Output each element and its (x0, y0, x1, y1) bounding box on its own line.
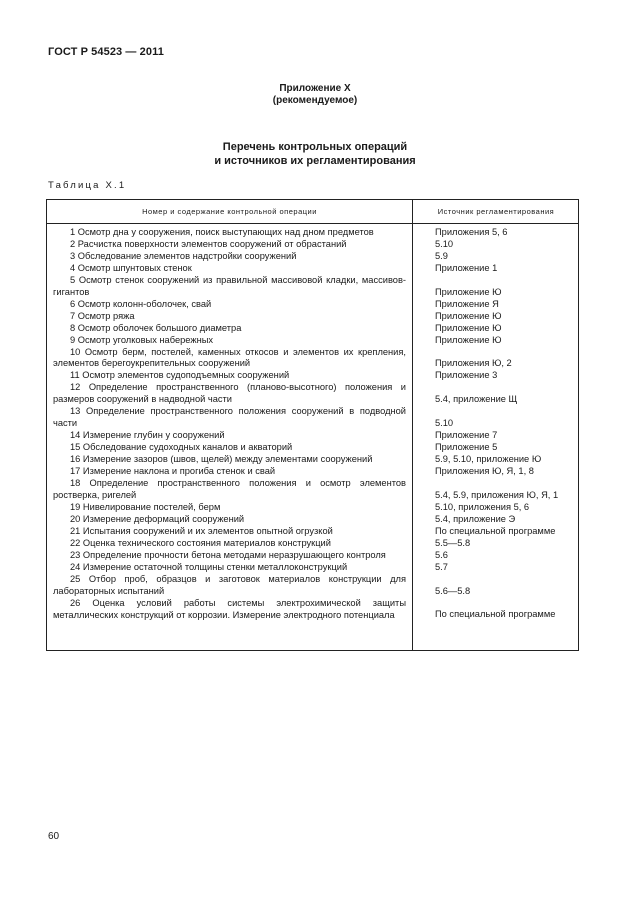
column-header-operation: Номер и содержание контрольной операции (142, 207, 317, 216)
operation-cell: 26 Оценка условий работы системы электрохимической защиты металлических конструкций от коррозии. Измерение электродного потенциала (53, 597, 406, 620)
operation-cell: 15 Обследование судоходных каналов и акваторий (70, 442, 293, 453)
table-row (53, 526, 578, 538)
operation-cell: 21 Испытания сооружений и их элементов опытной огрузкой (70, 525, 333, 536)
table-row (53, 347, 578, 371)
table-row (53, 502, 578, 514)
operation-cell: 5 Осмотр стенок сооружений из правильной массивовой кладки, массивов-гигантов (53, 274, 406, 297)
source-cell: Приложение Ю (435, 310, 502, 321)
table-row (53, 442, 578, 454)
source-cell: 5.10 (435, 418, 454, 429)
operation-cell: 9 Осмотр уголковых набережных (70, 334, 214, 345)
table-row (53, 299, 578, 311)
operation-cell: 1 Осмотр дна у сооружения, поиск выступающих над дном предметов (70, 227, 374, 237)
operation-cell: 19 Нивелирование постелей, берм (70, 501, 221, 512)
source-cell: Приложение 3 (435, 370, 498, 381)
source-cell: 5.6—5.8 (435, 585, 471, 596)
operation-cell: 24 Измерение остаточной толщины стенки металлоконструкций (70, 561, 348, 572)
source-cell: 5.7 (435, 561, 448, 572)
operation-cell: 4 Осмотр шпунтовых стенок (70, 262, 192, 273)
table-row (53, 466, 578, 478)
operation-cell: 13 Определение пространственного положения сооружений в подводной части (53, 406, 406, 429)
source-cell: Приложение Ю (435, 334, 502, 345)
appendix-subtitle: (рекомендуемое) (272, 95, 358, 106)
source-cell: Приложение 7 (435, 430, 498, 441)
operation-cell: 11 Осмотр элементов судоподъемных сооружений (70, 370, 290, 381)
column-header-source: Источник регламентирования (437, 207, 555, 216)
table-row (53, 239, 578, 251)
table-row (53, 382, 578, 406)
operation-cell: 8 Осмотр оболочек большого диаметра (70, 322, 242, 333)
source-cell: 5.4, приложение Э (435, 513, 516, 524)
header-divider (46, 223, 579, 224)
list-title-line-1: Перечень контрольных операций (222, 141, 408, 153)
table-row (53, 574, 578, 598)
table-row (53, 562, 578, 574)
operation-cell: 22 Оценка технического состояния материалов конструкций (70, 537, 331, 548)
source-cell: Приложение 5 (435, 442, 498, 453)
list-title (0, 140, 630, 168)
source-cell: 5.9, 5.10, приложение Ю (435, 454, 542, 465)
table-row (53, 263, 578, 275)
operation-cell: 7 Осмотр ряжа (70, 310, 135, 321)
table-row (53, 406, 578, 430)
source-cell: 5.9 (435, 250, 448, 261)
table-row (53, 514, 578, 526)
source-cell: 5.4, 5.9, приложения Ю, Я, 1 (435, 489, 559, 500)
source-cell: Приложение Ю (435, 322, 502, 333)
source-cell: 5.4, приложение Щ (435, 394, 518, 405)
table-row (53, 454, 578, 466)
source-cell: 5.6 (435, 549, 448, 560)
table-row (53, 251, 578, 263)
table-row (53, 478, 578, 502)
document-code: ГОСТ Р 54523 — 2011 (48, 46, 164, 58)
appendix-title: Приложение Х (279, 83, 351, 94)
operation-cell: 16 Измерение зазоров (швов, щелей) между элементами сооружений (70, 454, 373, 465)
source-cell: Приложения Ю, Я, 1, 8 (435, 466, 534, 477)
table-label: Таблица Х.1 (48, 180, 127, 191)
source-cell: По специальной программе (435, 609, 556, 620)
source-cell: 5.10, приложения 5, 6 (435, 501, 530, 512)
table-row (53, 370, 578, 382)
operation-cell: 14 Измерение глубин у сооружений (70, 430, 225, 441)
operation-cell: 25 Отбор проб, образцов и заготовок материалов конструкции для лабораторных испытаний (53, 573, 406, 596)
table-body (53, 227, 578, 621)
page-number: 60 (48, 831, 60, 842)
source-cell: Приложение Ю (435, 286, 502, 297)
operation-cell: 3 Обследование элементов надстройки сооружений (70, 250, 297, 261)
source-cell: 5.10 (435, 238, 454, 249)
table-row (53, 323, 578, 335)
operation-cell: 17 Измерение наклона и прогиба стенок и свай (70, 466, 276, 477)
source-cell: Приложения 5, 6 (435, 227, 508, 237)
source-cell: Приложения Ю, 2 (435, 358, 512, 369)
source-cell: Приложение Я (435, 298, 499, 309)
table-row (53, 335, 578, 347)
source-cell: 5.5—5.8 (435, 537, 471, 548)
table-row (53, 550, 578, 562)
table-row (53, 598, 578, 622)
operation-cell: 6 Осмотр колонн-оболочек, свай (70, 298, 212, 309)
operation-cell: 20 Измерение деформаций сооружений (70, 513, 245, 524)
operation-cell: 12 Определение пространственного (планово-высотного) положения и размеров сооружений в надводной части (53, 382, 406, 405)
table-row (53, 275, 578, 299)
operation-cell: 10 Осмотр берм, постелей, каменных откосов и элементов их крепления, элементов берегоукрепительных сооружений (53, 346, 406, 369)
table-row (53, 227, 578, 239)
source-cell: Приложение 1 (435, 262, 498, 273)
operation-cell: 18 Определение пространственного положения и осмотр элементов ростверка, ригелей (53, 478, 406, 500)
table-row (53, 430, 578, 442)
list-title-line-2: и источников их регламентирования (214, 155, 416, 167)
source-cell: По специальной программе (435, 525, 556, 536)
operation-cell: 2 Расчистка поверхности элементов сооружений от обрастаний (70, 238, 347, 249)
table-row (53, 311, 578, 323)
operation-cell: 23 Определение прочности бетона методами неразрушающего контроля (70, 549, 386, 560)
table-row (53, 538, 578, 550)
